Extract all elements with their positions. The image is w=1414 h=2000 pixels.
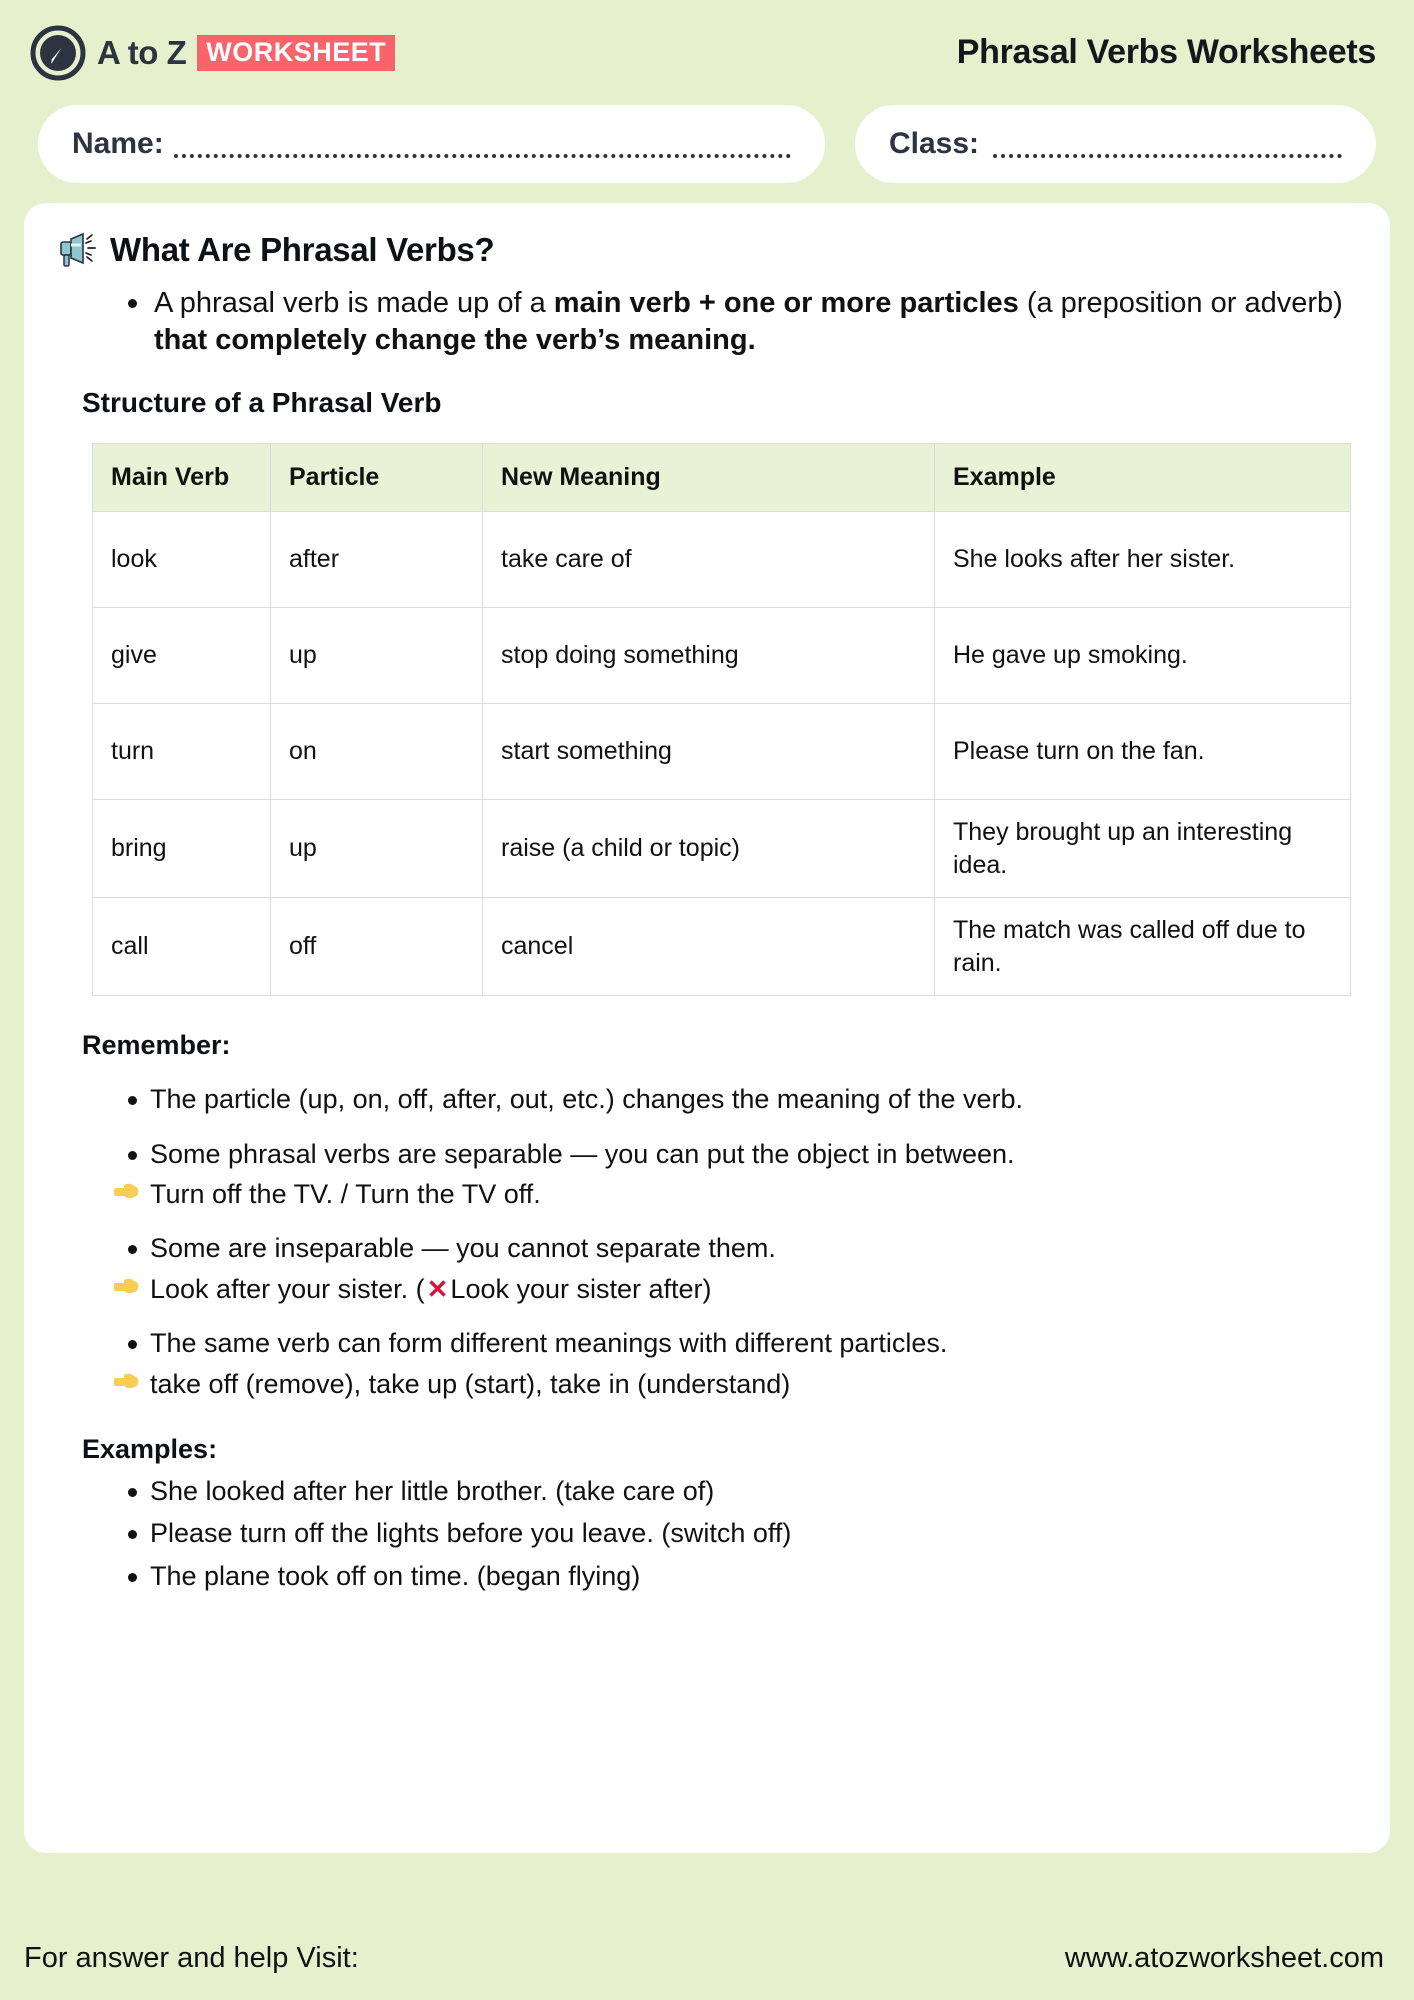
cell-particle: after [271, 512, 483, 608]
class-input-line[interactable] [993, 144, 1342, 158]
examples-heading: Examples: [82, 1433, 218, 1464]
cell-main-verb: look [93, 512, 271, 608]
example-bullet [58, 1560, 1356, 1592]
cell-particle: up [271, 800, 483, 898]
remember-example [58, 1273, 1356, 1305]
cell-example: The match was called off due to rain. [935, 898, 1351, 996]
cell-example: Please turn on the fan. [935, 704, 1351, 800]
student-info-row [0, 105, 1414, 185]
megaphone-icon [58, 231, 98, 269]
page-header [0, 0, 1414, 105]
name-input-line[interactable] [174, 144, 791, 158]
cell-new-meaning: start something [483, 704, 935, 800]
remember-bullet-text: Some phrasal verbs are separable — you can put the object in between. [150, 1138, 1015, 1169]
cell-example: He gave up smoking. [935, 608, 1351, 704]
example-bullet [58, 1475, 1356, 1507]
remember-bullet-text: Some are inseparable — you cannot separate them. [150, 1233, 776, 1264]
list-item [58, 1560, 1356, 1592]
bullet-dot-icon [128, 1151, 137, 1160]
col-header-new-meaning: New Meaning [483, 444, 935, 512]
bullet-dot-icon [128, 1096, 137, 1105]
remember-bullet-text: The particle (up, on, off, after, out, etc.) changes the meaning of the verb. [150, 1084, 1024, 1115]
cell-new-meaning: stop doing something [483, 608, 935, 704]
cell-new-meaning: raise (a child or topic) [483, 800, 935, 898]
remember-bullet-text: The same verb can form different meanings with different particles. [150, 1328, 948, 1359]
table-row [93, 512, 1351, 608]
cell-main-verb: bring [93, 800, 271, 898]
structure-subheading: Structure of a Phrasal Verb [82, 387, 442, 419]
intro-bold1: main verb + one or more particles [553, 287, 1019, 319]
table-row [93, 608, 1351, 704]
remember-example-prefix: Look after your sister. ( [150, 1273, 425, 1304]
list-item [58, 1475, 1356, 1507]
bullet-dot-icon [128, 1340, 137, 1349]
class-field-box[interactable] [855, 105, 1376, 183]
section-heading [58, 231, 1356, 269]
intro-part2: (a preposition or adverb) [1018, 287, 1343, 319]
table-header-row [93, 444, 1351, 512]
name-field-box[interactable] [38, 105, 825, 183]
pen-circle-logo-icon [30, 25, 86, 81]
list-item [58, 1083, 1356, 1115]
remember-bullet [58, 1138, 1356, 1170]
cross-mark-icon: ✕ [426, 1273, 449, 1304]
phrasal-verb-structure-table [92, 443, 1351, 996]
section-heading-text: What Are Phrasal Verbs? [110, 231, 495, 268]
example-text: The plane took off on time. (began flying) [150, 1560, 641, 1591]
list-item [58, 1232, 1356, 1305]
table-row [93, 898, 1351, 996]
example-text: She looked after her little brother. (take care of) [150, 1475, 715, 1506]
bullet-dot-icon [128, 1245, 137, 1254]
cell-particle: off [271, 898, 483, 996]
intro-part1: A phrasal verb is made up of a [154, 287, 554, 319]
list-item [58, 1327, 1356, 1400]
cell-new-meaning: take care of [483, 512, 935, 608]
cell-example: She looks after her sister. [935, 512, 1351, 608]
pointing-right-hand-icon [114, 1369, 144, 1395]
class-label: Class: [889, 127, 980, 160]
example-text: Please turn off the lights before you leave. (switch off) [150, 1518, 792, 1549]
footer-help-text: For answer and help Visit: [24, 1941, 359, 1974]
remember-example-text: Turn off the TV. / Turn the TV off. [150, 1179, 541, 1209]
remember-example-suffix: Look your sister after) [450, 1273, 712, 1304]
remember-example [58, 1368, 1356, 1400]
cell-new-meaning: cancel [483, 898, 935, 996]
worksheet-card [24, 203, 1390, 1853]
cell-main-verb: turn [93, 704, 271, 800]
remember-example [58, 1178, 1356, 1210]
col-header-main-verb: Main Verb [93, 444, 271, 512]
example-bullet [58, 1517, 1356, 1549]
examples-list [58, 1475, 1356, 1592]
table-row [93, 800, 1351, 898]
intro-bold2: that completely change the verb’s meaning. [154, 324, 756, 357]
remember-list [58, 1083, 1356, 1400]
brand-worksheet-badge: WORKSHEET [197, 35, 395, 71]
remember-heading: Remember: [82, 1030, 231, 1061]
cell-main-verb: give [93, 608, 271, 704]
brand-atoz-text: A to Z [97, 34, 187, 71]
list-item [58, 1517, 1356, 1549]
intro-paragraph [58, 285, 1356, 359]
cell-main-verb: call [93, 898, 271, 996]
col-header-example: Example [935, 444, 1351, 512]
cell-particle: on [271, 704, 483, 800]
cell-particle: up [271, 608, 483, 704]
table-row [93, 704, 1351, 800]
col-header-particle: Particle [271, 444, 483, 512]
remember-bullet [58, 1083, 1356, 1115]
list-item [58, 1138, 1356, 1211]
footer-website-link[interactable]: www.atozworksheet.com [1064, 1941, 1384, 1974]
name-label: Name: [72, 127, 164, 160]
page-footer [0, 1916, 1414, 2000]
cell-example: They brought up an interesting idea. [935, 800, 1351, 898]
bullet-dot-icon [128, 1488, 137, 1497]
bullet-dot-icon [128, 1530, 137, 1539]
pointing-right-hand-icon [114, 1179, 144, 1205]
remember-bullet [58, 1232, 1356, 1264]
bullet-dot-icon [128, 1573, 137, 1582]
brand-logo [30, 25, 395, 81]
pointing-right-hand-icon [114, 1274, 144, 1300]
remember-bullet [58, 1327, 1356, 1359]
bullet-dot-icon [128, 299, 137, 308]
remember-example-text: take off (remove), take up (start), take in (understand) [150, 1368, 791, 1399]
page-title: Phrasal Verbs Worksheets [956, 33, 1376, 71]
